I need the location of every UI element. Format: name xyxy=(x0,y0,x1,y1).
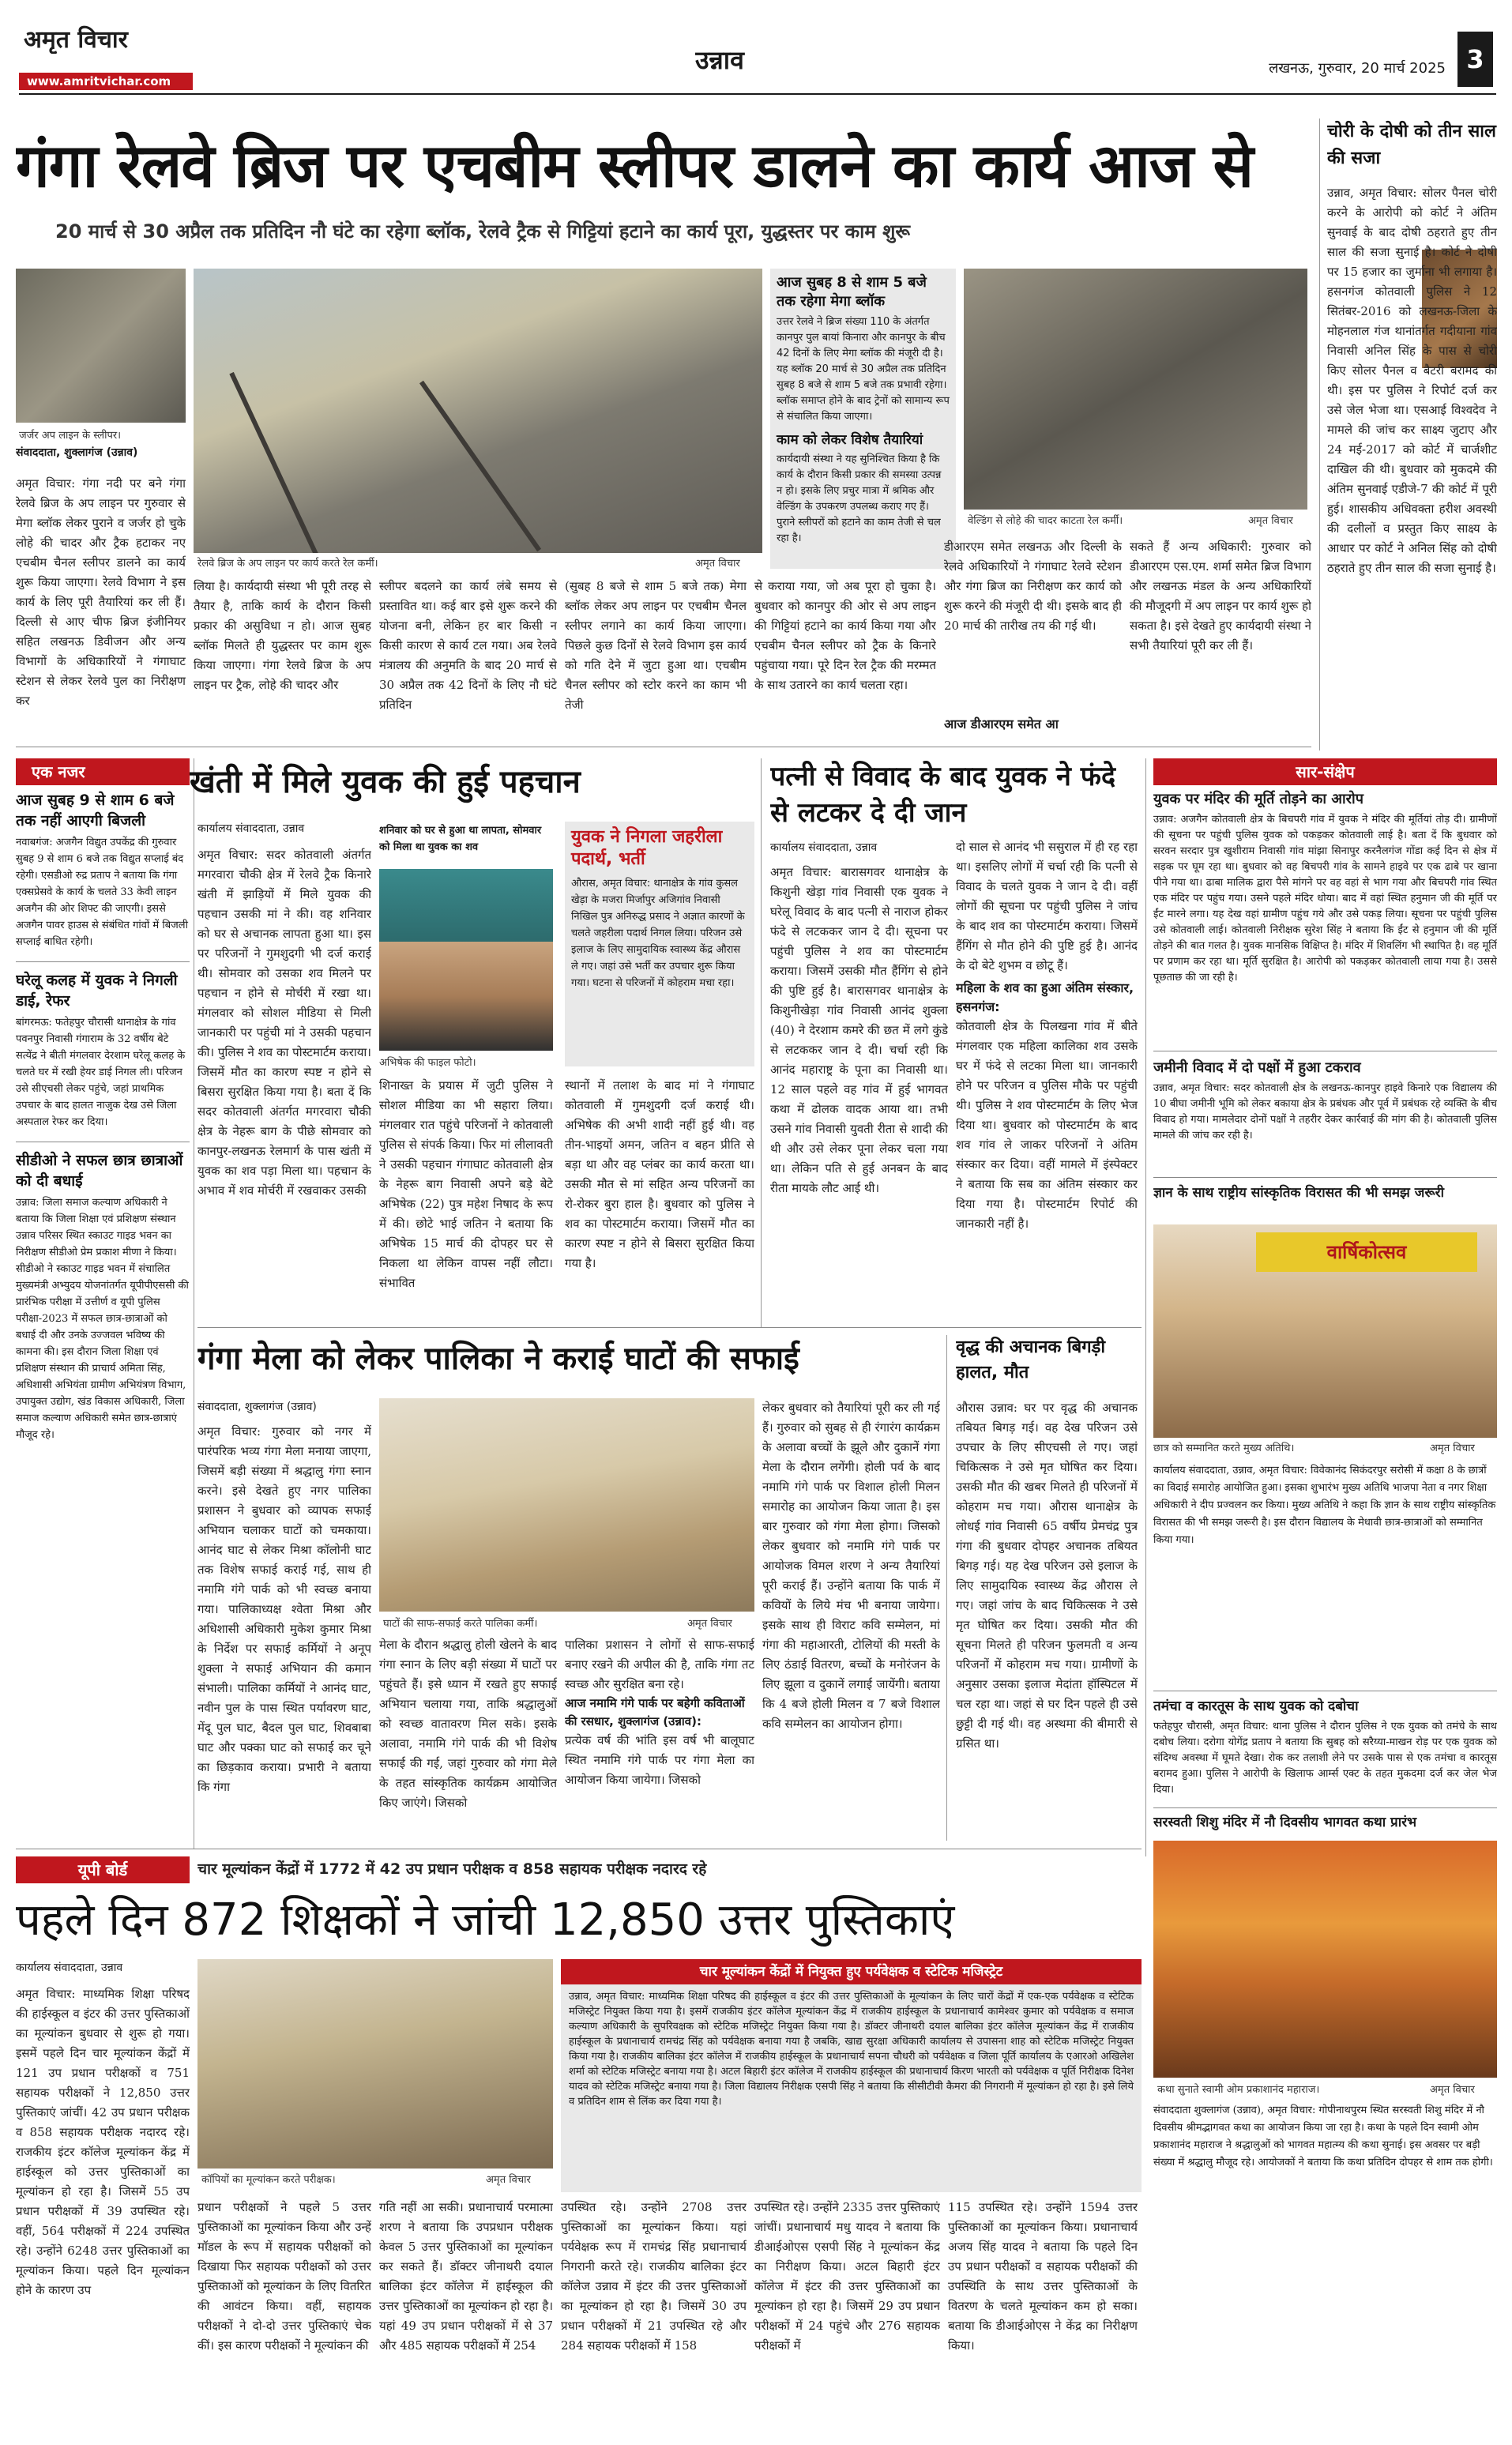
mid-rule xyxy=(197,1327,1142,1328)
varshikotsav-banner: वार्षिकोत्सव xyxy=(1256,1232,1477,1272)
website-bar[interactable] xyxy=(19,73,193,90)
side-top-text: उन्नाव, अमृत विचार: सोलर पैनल चोरी करने के आरोपी को कोर्ट ने अंतिम सुनवाई के बाद दोषी ठहराते हुए तीन साल की सजा सुनाई है। कोर्ट ने दोषी पर 15 हजार का जुर्माना भी लगाया है। हसनगंज कोतवाली पुलिस ने 12 सितंबर-2016 को लखनऊ-जिला के मोहनलाल गंज थानांतर्गत गदीयाना गांव निवासी अनिल सिंह के पास से चोरी किए सोलर पैनल व बैटरी बरामद की थी। इस पर पुलिस ने रिपोर्ट दर्ज कर उसे जेल भेजा था। एसआई विश्वदेव ने मामले की जांच कर साक्ष्य जुटाए और 24 मई-2017 को कोर्ट में चार्जशीट दाखिल की थी। बुधवार को मुकदमे की अंतिम सुनवाई एडीजे-7 की कोर्ट में पूरी हुई। शासकीय अधिवक्ता हरीश अवस्थी की दलीलों व प्रस्तुत किए साक्ष्य के आधार पर कोर्ट ने अनिल सिंह को दोषी ठहराते हुए तीन साल की सजा सुनाई है। xyxy=(1327,186,1497,575)
lead-byline: संवाददाता, शुक्लागंज (उन्नाव) xyxy=(16,446,138,459)
bridge-rail-right xyxy=(419,381,541,551)
ek-nazar-item-title: घरेलू कलह में युवक ने निगली डाई, रेफर xyxy=(16,972,178,1010)
lead-photo-sleepers xyxy=(16,269,186,423)
up-board-col-b1: प्रधान परीक्षकों ने पहले 5 उत्तर पुस्तिकाओं का मूल्यांकन किया और उन्हें मॉडल के रूप में सहायक परीक्षकों को दिखाया फिर सहायक परीक्षकों को उत्तर पुस्तिकाओं को मूल्यांकन के लिए वितरित की आवंटन किया। वहीं, सहायक परीक्षकों ने दो-दो उत्तर पुस्तिकाएं चेक कीं। इस कारण परीक्षकों ने मूल्यांकन की xyxy=(197,2200,371,2353)
ganga-photo-credit: अमृत विचार xyxy=(687,1618,732,1630)
ganga-mela-col1: अमृत विचार: गुरुवार को नगर में पारंपरिक भव्य गंगा मेला मनाया जाएगा, जिसमें बड़ी संख्या में श्रद्धालु गंगा स्नान करने। इसे देखते हुए नगर पालिका प्रशासन ने बुधवार को व्यापक सफाई अभियान चलाकर घाटों को चमकाया। आनंद घाट से लेकर मिश्रा कॉलोनी घाट तक विशेष सफाई कराई गई, साथ ही नमामि गंगे पार्क को भी स्वच्छ बनाया गया। पालिकाध्यक्ष श्वेता मिश्रा और अधिशासी अधिकारी मुकेश कुमार मिश्रा के निर्देश पर सफाई कर्मियों ने अनूप शुक्ला ने सफाई अभियान की कमान संभाली। पालिका कर्मियों ने आनंद घाट, नवीन पुल के पास स्थित पर्यावरण घाट, मेंदू पुल घाट, बैदल पुल घाट, शिवबाबा घाट और पक्का घाट को सफाई कर चूने का छिड़काव कराया। प्रभारी ने बताया कि गंगा xyxy=(197,1424,371,1794)
ek-nazar-item-title: सीडीओ ने सफल छात्र छात्राओं को दी बधाई xyxy=(16,1152,183,1190)
gyaan-photo-credit: अमृत विचार xyxy=(1430,1443,1475,1454)
sar-item-murti xyxy=(1153,790,1497,1027)
up-board-photo-caption: कॉपियों का मूल्यांकन करते परीक्षक। xyxy=(201,2174,336,2186)
ganga-mela-byline: संवाददाता, शुक्लागंज (उन्नाव) xyxy=(197,1401,317,1413)
section-name: उन्नाव xyxy=(695,45,744,74)
ganga-ghat-photo xyxy=(379,1398,754,1612)
infobox2-title: काम को लेकर विशेष तैयारियां xyxy=(777,432,923,448)
up-board-box-text: उन्नाव, अमृत विचार: माध्यमिक शिक्षा परिषद की हाईस्कूल व इंटर की उत्तर पुस्तिकाओं के मूल्यांकन के लिए चारों केंद्रों में एक-एक पर्यवेक्षक व स्टेटिक मजिस्ट्रेट नियुक्त किया गया है। इसमें राजकीय इंटर कॉलेज मूल्यांकन केंद्र में राजकीय हाईस्कूल के प्रधानाचार्य कामेश्वर कुमार को पर्यवेक्षक व समाज कल्याण अधिकारी के सुपरिवक्षक को स्टेटिक मजिस्ट्रेट नियुक्त किया गया है। डॉक्टर जीनाथरी दयाल बालिका इंटर कॉलेज मूल्यांकन केंद्र में राजकीय हाईस्कूल के प्रधानाचार्य रामचंद्र सिंह को पर्यवेक्षक बनाया गया है जबकि, खाद्य सुरक्षा अधिकारी कार्यालय से उपासना शाह को स्टेटिक मजिस्ट्रेट नियुक्त किया गया है। राजकीय बालिका इंटर कॉलेज में राजकीय हाईस्कूल के प्रधानाचार्य सपना चौधरी को पर्यवेक्षक व जिला पूर्ति कार्यालय के एआरओ अखिलेश शर्मा को स्टेटिक मजिस्ट्रेट बनाया गया है। अटल बिहारी इंटर कॉलेज में राजकीय हाईस्कूल की प्रधानाचार्य किरण भारती को पर्यवेक्षक व पूर्ति निरीक्षक दिनेश यादव को स्टेटिक मजिस्ट्रेट बनाया गया है। जिला विद्यालय निरीक्षक एसपी सिंह ने बताया कि सीसीटीवी कैमरा की निगरानी में मूल्यांकन हो रहा है। इसे लिये व प्रतिदिन शाम से लिंक कर दिया गया है। xyxy=(569,1991,1134,2108)
lead-photo2-credit: अमृत विचार xyxy=(695,558,740,570)
khanti-byline: कार्यालय संवाददाता, उन्नाव xyxy=(197,822,305,835)
masthead-logo xyxy=(24,22,134,54)
ganga-mela-col3b: प्रत्येक वर्ष की भांति इस वर्ष भी बालूघाट स्थित नमामि गंगे पार्क पर गंगा मेला का आयोजन किया जायेगा। जिसको xyxy=(565,1733,754,1787)
col-separator xyxy=(1145,758,1146,1856)
bhagwat-photo xyxy=(1153,1841,1497,2078)
up-board-box xyxy=(561,1959,1142,2192)
infobox2-text: कार्यदायी संस्था ने यह सुनिश्चित किया है कि कार्य के दौरान किसी प्रकार की समस्या उत्पन्न न हो। इसके लिए प्रचुर मात्रा में श्रमिक और वेल्डिंग के उपकरण उपलब्ध कराए गए हैं। पुराने स्लीपरों को हटाने का काम तेजी से चल रहा है। xyxy=(777,453,942,544)
vriddh-headline: वृद्ध की अचानक बिगड़ी हालत, मौत xyxy=(956,1337,1106,1382)
nigla-box xyxy=(565,822,754,1066)
patni-headline: पत्नी से विवाद के बाद युवक ने फंदे से लटकर दे दी जान xyxy=(770,761,1116,829)
col-separator xyxy=(1319,118,1320,750)
khanti-headline: खंती में मिले युवक की हुई पहचान xyxy=(190,764,581,800)
lead-body-col7: सकते हैं अन्य अधिकारी: गुरुवार को डीआरएम एस.एम. शर्मा समेत ब्रिज विभाग और लखनऊ मंडल के अन्य अधिकारियों की मौजूदगी में अप लाइन पर कार्य शुरू हो सकता है। इसे देखते हुए कार्यदायी संस्था ने सभी तैयारियां पूरी कर ली हैं। xyxy=(1130,540,1311,653)
lead-headline: गंगा रेलवे ब्रिज पर एचबीम स्लीपर डालने का कार्य आज से xyxy=(16,130,1253,201)
masthead xyxy=(0,0,1512,95)
lead-body-col5: से कराया गया, जो अब पूरा हो चुका है। बुधवार को कानपुर की ओर से अप लाइन की गिट्टियां हटाने का कार्य किया गया और एचबीम चैनल स्लीपर को ट्रैक के किनारे पहुंचाया गया। पूरे दिन रेल ट्रैक की मरम्मत के साथ उतारने का कार्य चलता रहा। xyxy=(754,579,936,692)
lead-photo3-caption: वेल्डिंग से लोहे की चादर काटता रेल कर्मी। xyxy=(968,515,1123,527)
sar-item-text: उन्नाव: अजगैन कोतवाली क्षेत्र के बिचपरी गांव में युवक ने मंदिर की मूर्तियां तोड़ दी। ग्रामीणों की सूचना पर पहुंची पुलिस युवक को पकड़कर कोतवाली लाई है। बता दें कि बुधवार को सरवन सरदार पुत्र खुशीराम निवासी गांव मांझा सिनापुर करनैलगंज गोंडा कई दिन से क्षेत्र में सड़क पर घूम रहा था। बुधवार को वह बिचपरी गांव के सामने हाइवे पर एक ढाबे पर खाना पीने गया था। ढाबा मालिक द्वारा पैसे मांगने पर वह वहां से भाग गया और बिचपरी गांव स्थित एक मंदिर पर पहुंच गया। उसने पहले मंदिर धोया। बाद में वहां स्थित हनुमान जी की मूर्ति पर ईंट मारने लगा। यह देख वहां ग्रामीण पहुंच गये और उसे पकड़ लिया। सूचना पर पहुंची पुलिस उसे कोतवाली लाई। कोतवाली निरीक्षक सुरेश सिंह ने बताया कि ईंट से हनुमान जी की मूर्ति तोड़ने की बात गलत है। युवक मानसिक विक्षिप्त है। मंदिर में शिवलिंग भी स्थापित है। वह मूर्ति पर प्रणाम कर रहा था। मूर्ति सुरक्षित है। आरोपी को पकड़कर कोतवाली लाया गया है। उससे पूछताछ की जा रही है। xyxy=(1153,814,1497,984)
sar-item-title: तमंचा व कारतूस के साथ युवक को दबोचा xyxy=(1153,1698,1359,1714)
ganga-mela-col4: लेकर बुधवार को तैयारियां पूरी कर ली गई हैं। गुरुवार को सुबह से ही रंगारंग कार्यक्रम के अलावा बच्चों के झूले और दुकानें गंगा मेला के दौरान लगेंगी। होली पर्व के बाद नमामि गंगे पार्क पर विशाल होली मिलन समारोह का आयोजन किया जाता है। इस बार गुरुवार को गंगा मेला होगा। जिसको लेकर बुधवार को नमामि गंगे पार्क पर आयोजक विमल शरण ने अन्य तैयारियां पूरी कराई हैं। उन्होंने बताया कि पार्क में कवियों के लिये मंच भी बनाया जायेगा। इसके साथ ही विराट कवि सम्मेलन, मां गंगा की महाआरती, टोलियों की मस्ती के लिए ठंडाई वितरण, बच्चों के मनोरंजन के लिए झूला व दुकानें लगाई जायेंगी। बताया कि 4 बजे होली मिलन व 7 बजे विशाल कवि सम्मेलन का आयोजन होगा। xyxy=(762,1401,940,1731)
lead-photo-bridge-workers xyxy=(194,269,762,553)
sar-item-tamancha xyxy=(1153,1697,1497,1807)
sar-item-gyaan-text: कार्यालय संवाददाता, उन्नाव, अमृत विचार: विवेकानंद सिकंदरपुर सरोसी में कक्षा 8 के छात्रों का विदाई समारोह आयोजित हुआ। इसका शुभारंभ मुख्य अतिथि भाजपा नेता व नगर शिक्षा अधिकारी ने दीप प्रज्वलन कर किया। मुख्य अतिथि ने कहा कि ज्ञान के साथ राष्ट्रीय सांस्कृतिक विरासत की भी समझ जरूरी है। इस दौरान विद्यालय के मेधावी छात्र-छात्राओं को सम्मानित किया गया। xyxy=(1153,1465,1496,1546)
ganga-photo-caption: घाटों की साफ-सफाई करते पालिका कर्मी। xyxy=(383,1618,538,1630)
lead-photo-welding xyxy=(964,269,1307,510)
lead-body-col6: डीआरएम समेत लखनऊ और दिल्ली के रेलवे अधिकारियों ने गंगाघाट रेलवे स्टेशन और गंगा ब्रिज का निरीक्षण कर कार्य को शुरू करने की मंजूरी दी थी। इसके बाद ही 20 मार्च की तारीख तय की गई थी। xyxy=(944,540,1122,633)
up-board-col-b3: उपस्थित रहे। उन्होंने 2708 उत्तर पुस्तिकाओं का मूल्यांकन किया। यहां पर्यवेक्षक रूप में रामचंद्र सिंह प्रधानाचार्य निगरानी करते रहे। राजकीय बालिका इंटर कॉलेज उन्नाव में इंटर की उत्तर पुस्तिकाओं का मूल्यांकन हो रहा है। जिसमें 30 उप प्रधान परीक्षकों में 21 उपस्थित रहे और 284 सहायक परीक्षकों में 158 xyxy=(561,2200,747,2353)
patni-subhead: महिला के शव का हुआ अंतिम संस्कार, हसनगंज: xyxy=(956,980,1134,1014)
up-board-col-b4: उपस्थित रहे। उन्होंने 2335 उत्तर पुस्तिकाएं जांचीं। प्रधानाचार्य मधु यादव ने बताया कि डीआईओएस एसपी सिंह ने मूल्यांकन केंद्र का निरीक्षण किया। अटल बिहारी इंटर कॉलेज में इंटर की उत्तर पुस्तिकाओं का मूल्यांकन हो रहा है। जिसमें 29 उप प्रधान परीक्षकों में 24 पहुंचे और 276 सहायक परीक्षकों में xyxy=(754,2200,940,2353)
sar-item-bhagwat-title: सरस्वती शिशु मंदिर में नौ दिवसीय भागवत कथा प्रारंभ xyxy=(1153,1815,1417,1830)
infobox-title: आज सुबह 8 से शाम 5 बजे तक रहेगा मेगा ब्लॉक xyxy=(777,274,927,310)
patni-col2b: कोतवाली क्षेत्र के पिलखना गांव में बीते मंगलवार एक महिला कालिका शव उसके घर में फंदे से लटका मिला था। जानकारी होने पर परिजन व पुलिस मौके पर पहुंची थी। पुलिस ने शव पोस्टमार्टम के लिए भेज दिया था। बुधवार को पोस्टमार्टम के बाद शव गांव ले जाकर परिजनों ने अंतिम संस्कार कर दिया। वहीं मामले में इंस्पेक्टर ने बताया कि सब का अंतिम संस्कार कर दिया गया है। पोस्टमार्टम रिपोर्ट की जानकारी नहीं है। xyxy=(956,1019,1138,1231)
lead-body-col1: अमृत विचार: गंगा नदी पर बने गंगा रेलवे ब्रिज के अप लाइन पर गुरुवार से मेगा ब्लॉक लेकर पुराने व जर्जर हो चुके लोहे की चादर और ट्रैक हटाकर नए एचबीम चैनल स्लीपर डालने का कार्य शुरू किया जाएगा। रेलवे विभाग ने इस कार्य के लिए पूरी तैयारियां कर ली हैं। दिल्ली से आए चीफ ब्रिज इंजीनियर सहित लखनऊ डिवीजन और अन्य विभागों के अधिकारियों ने गंगाघाट स्टेशन से लेकर रेलवे पुल का निरीक्षण कर xyxy=(16,476,186,708)
col-separator xyxy=(946,1335,947,1841)
patni-col1: अमृत विचार: बारासगवर थानाक्षेत्र के किशुनी खेड़ा गांव निवासी एक युवक ने घरेलू विवाद के बाद पत्नी से नाराज होकर फंदे से लटककर जान दे दी। सूचना पर पहुंची पुलिस ने शव का पोस्टमार्टम कराया। जिसमें उसकी मौत हैंगिंग से होने की पुष्टि हुई है। बारासगवर थानाक्षेत्र के किशुनीखेड़ा गांव निवासी आनंद शुक्ला (40) ने देरशाम कमरे की छत में लगे कुंडे से लटककर जान दे दी। चर्चा रही कि आनंद महाराष्ट्र के पूना का निवासी था। 12 साल पहले वह गांव में हुई भागवत कथा में ढोलक वादक आया था। तभी उसने गांव निवासी युवती रीता से शादी की थी और उसे लेकर पूना लेकर चला गया था। लेकिन पति से हुई अनबन के बाद रीता मायके लौट आई थी। xyxy=(770,865,948,1195)
sar-item-text: उन्नाव, अमृत विचार: सदर कोतवाली क्षेत्र के लखनऊ-कानपुर हाइवे किनारे एक विद्यालय की 10 बीघा जमीनी भूमि को लेकर बकाया क्षेत्र के प्रबंधक और पूर्व में प्रबंधक रहे व्यक्ति के बीच विवाद हो गया। मामलेदार दोनों पक्षों ने तहरीर देकर कार्रवाई की मांग की है। कोतवाली पुलिस मामले की जांच कर रही है। xyxy=(1153,1082,1497,1142)
nigla-box-title: युवक ने निगला जहरीला पदार्थ, भर्ती xyxy=(571,827,723,869)
sar-rule xyxy=(1153,1807,1497,1808)
vriddh-text: औरास उन्नाव: घर पर वृद्ध की अचानक तबियत बिगड़ गई। वह देख परिजन उसे उपचार के लिए सीएचसी ले गए। जहां चिकित्सक ने उसे मृत घोषित कर दिया। उसकी मौत की खबर मिलते ही परिजनों में कोहराम मच गया। औरास थानाक्षेत्र के लोधई गांव निवासी 65 वर्षीय प्रेमचंद्र पुत्र गंगा की बुधवार दोपहर अचानक तबियत बिगड़ गई। यह देख परिजन उसे इलाज के लिए सामुदायिक स्वास्थ्य केंद्र औरास ले गए। जहां जांच के बाद चिकित्सक ने उसे मृत घोषित कर दिया। उसकी मौत की सूचना मिलते ही परिजन फुलमती व अन्य परिजनों में कोहराम मच गया। ग्रामीणों के अनुसार उसका इलाज मेदांता हॉस्पिटल में चल रहा था। जहां से घर दिन पहले ही उसे छुट्टी दी गई थी। वह अस्थमा की बीमारी से ग्रसित था। xyxy=(956,1401,1138,1751)
gyaan-photo xyxy=(1153,1224,1497,1438)
lead-photo2-caption: रेलवे ब्रिज के अप लाइन पर कार्य करते रेल कर्मी। xyxy=(197,558,378,570)
up-board-col-b2: गति नहीं आ सकी। प्रधानाचार्य परमात्मा शरण ने बताया कि उपप्रधान परीक्षक केवल 5 उत्तर पुस्तिकाओं का मूल्यांकन कर सकते हैं। डॉक्टर जीनाथरी दयाल बालिका इंटर कॉलेज में हाईस्कूल की उत्तर पुस्तिकाओं का मूल्यांकन हो रहा है। यहां 49 उप प्रधान परीक्षकों में से 37 और 485 सहायक परीक्षकों में 254 xyxy=(379,2200,553,2353)
ganga-mela-col3: पालिका प्रशासन ने लोगों से साफ-सफाई बनाए रखने की अपील की है, ताकि गंगा तट स्वच्छ और सुरक्षित बना रहे। xyxy=(565,1638,754,1691)
up-board-photo xyxy=(197,1959,553,2169)
up-board-tag: यूपी बोर्ड xyxy=(16,1856,190,1883)
infobox-text: उत्तर रेलवे ने ब्रिज संख्या 110 के अंतर्गत कानपुर पुल बायां किनारा और कानपुर के बीच 42 दिनों के लिए मेगा ब्लॉक की मंजूरी दी है। यह ब्लॉक 20 मार्च से 30 अप्रैल तक प्रतिदिन सुबह 8 बजे से शाम 5 बजे तक प्रभावी रहेगा। ब्लॉक समाप्त होने के बाद ट्रेनों को सामान्य रूप से संचालित किया जाएगा। xyxy=(777,316,950,423)
dateline: लखनऊ, गुरुवार, 20 मार्च 2025 xyxy=(1269,60,1446,77)
ek-nazar-item-title: आज सुबह 9 से शाम 6 बजे तक नहीं आएगी बिजली xyxy=(16,792,175,829)
up-board-kicker: चार मूल्यांकन केंद्रों में 1772 में 42 उप प्रधान परीक्षक व 858 सहायक परीक्षक नदारद रहे xyxy=(197,1860,707,1878)
lead-infobox xyxy=(770,269,956,569)
lead-photo3-credit: अमृत विचार xyxy=(1248,515,1293,527)
lead-body-col4: (सुबह 8 बजे से शाम 5 बजे तक) मेगा ब्लॉक लेकर अप लाइन पर एचबीम चैनल स्लीपर लगाने का कार्य किया जाएगा। पिछले कुछ दिनों से रेलवे विभाग इस कार्य को गति देने में जुटा हुआ था। एचबीम चैनल स्लीपर को स्टोर करने का काम भी तेजी xyxy=(565,579,747,712)
gyaan-photo-caption: छात्र को सम्मानित करते मुख्य अतिथि। xyxy=(1153,1443,1295,1454)
sar-item-title: युवक पर मंदिर की मूर्ति तोड़ने का आरोप xyxy=(1153,791,1363,807)
sar-item-title: जमीनी विवाद में दो पक्षों में हुआ टकराव xyxy=(1153,1059,1361,1076)
lead-subheadline: 20 मार्च से 30 अप्रैल तक प्रतिदिन नौ घंटे का रहेगा ब्लॉक, रेलवे ट्रैक से गिट्टियां हटाने का कार्य पूरा, युद्धस्तर पर काम शुरू xyxy=(55,220,911,243)
ganga-mela-col2: मेला के दौरान श्रद्धालु होली खेलने के बाद गंगा स्नान के लिए बड़ी संख्या में घाटों पर पहुंचते हैं। इसे ध्यान में रखते हुए सफाई अभियान चलाया गया, ताकि श्रद्धालुओं को स्वच्छ वातावरण मिल सके। इसके अलावा, नमामि गंगे पार्क की भी विशेष सफाई की गई, जहां गुरुवार को गंगा मेले के तहत सांस्कृतिक कार्यक्रम आयोजित किए जाएंगे। जिसको xyxy=(379,1638,557,1810)
patni-col2: दो साल से आनंद भी ससुराल में ही रह रहा था। इसलिए लोगों में चर्चा रही कि पत्नी से विवाद के चलते युवक ने जान दे दी। वहीं लोगों की सूचना पर पहुंची पुलिस ने जांच के बाद शव का पोस्टमार्टम कराया। जिसमें हैंगिंग से मौत होने की पुष्टि हुई है। आनंद के दो बेटे शुभम व छोटू हैं। xyxy=(956,840,1138,972)
sar-item-text: फतेहपुर चौरासी, अमृत विचार: थाना पुलिस ने दौरान पुलिस ने एक युवक को तमंचे के साथ दबोच लिया। दरोगा योगेंद्र प्रताप ने बताया कि सुबह को सरैय्या-माखन रोड़ पर एक युवक को संदिग्ध अवस्था में घूमते देखा। रोक कर तलाशी लेने पर उसके पास से एक तमंचा व कारतूस बरामद हुआ। पुलिस ने आरोपी के खिलाफ आर्म्स एक्ट के तहत मुकदमा दर्ज कर जेल भेज दिया। xyxy=(1153,1721,1497,1796)
up-board-col-left: अमृत विचार: माध्यमिक शिक्षा परिषद की हाईस्कूल व इंटर की उत्तर पुस्तिकाओं का मूल्यांकन बुधवार से शुरू हो गया। इसमें पहले दिन चार मूल्यांकन केंद्रों में 121 उप प्रधान परीक्षकों व 751 सहायक परीक्षकों ने 12,850 उत्तर पुस्तिकाएं जांचीं। 42 उप प्रधान परीक्षक व 858 सहायक परीक्षक नदारद रहे। राजकीय इंटर कॉलेज मूल्यांकन केंद्र में हाईस्कूल को उत्तर पुस्तिकाओं का मूल्यांकन हो रहा है। जिसमें 55 उप प्रधान परीक्षकों में 39 उपस्थित रहे। वहीं, 564 परीक्षकों में 224 उपस्थित रहे। उन्होंने 6248 उत्तर पुस्तिकाओं का मूल्यांकन किया। पहले दिन मूल्यांकन होने के कारण उप xyxy=(16,1987,190,2297)
col-separator xyxy=(761,758,762,1327)
ek-nazar-item xyxy=(16,790,190,950)
ganga-mela-col3-wrap xyxy=(565,1635,754,1841)
lead-body-col3: स्लीपर बदलने का कार्य लंबे समय से प्रस्तावित था। कई बार इसे शुरू करने की योजना बनी, लेकिन हर बार किसी न किसी कारण से कार्य टल गया। अब रेलवे मंत्रालय की अनुमति के बाद 20 मार्च से 30 अप्रैल तक 42 दिनों के लिए नौ घंटे प्रतिदिन xyxy=(379,579,557,712)
khanti-col1: अमृत विचार: सदर कोतवाली अंतर्गत मगरवारा चौकी क्षेत्र में रेलवे ट्रैक किनारे खंती में झाड़ियों में मिले युवक की पहचान उसकी मां ने की। वह शनिवार को घर से अचानक लापता हुआ था। इस पर परिजनों ने गुमशुदगी भी दर्ज कराई थी। सोमवार को उसका शव मिलने पर पहचान न होने से मोर्चरी में रखा था। मंगलवार को सोशल मीडिया से मिली जानकारी पर पहुंची मां ने उसकी पहचान की। पुलिस ने शव का पोस्टमार्टम कराया। जिसमें मौत का कारण स्पष्ट न होने से बिसरा सुरक्षित किया गया है। बता दें कि सदर कोतवाली अंतर्गत मगरवारा चौकी क्षेत्र के नेहरू बाग के पीछे सोमवार को कानपुर-लखनऊ रेलमार्ग के पास खंती में युवक का शव पड़ा मिला था। पहचान के अभाव में शव मोर्चरी में रखवाकर उसकी xyxy=(197,848,371,1198)
khanti-person-photo xyxy=(379,869,553,1051)
up-board-photo-credit: अमृत विचार xyxy=(486,2174,531,2186)
website-url[interactable]: www.amritvichar.com xyxy=(27,74,171,88)
ek-nazar-tag: एक नजर xyxy=(16,758,190,785)
bridge-rail-left xyxy=(229,372,320,553)
bhagwat-photo-caption: कथा सुनाते स्वामी ओम प्रकाशानंद महाराज। xyxy=(1157,2084,1320,2096)
bhagwat-photo-credit: अमृत विचार xyxy=(1430,2084,1475,2096)
khanti-col3: स्थानों में तलाश के बाद मां ने गंगाघाट कोतवाली में गुमशुदगी दर्ज कराई थी। अभिषेक की अभी शादी नहीं हुई थी। वह तीन-भाइयों अमन, जतिन व बहन प्रीति से बड़ा था और वह प्लंबर का कार्य करता था। उसकी मौत से मां सहित अन्य परिजनों का रो-रोकर बुरा हाल है। बुधवार को पुलिस ने शव का पोस्टमार्टम कराया। जिसमें मौत का कारण स्पष्ट न होने से बिसरा सुरक्षित किया गया है। xyxy=(565,1078,754,1270)
sar-item-bhagwat-text: संवाददाता शुक्लागंज (उन्नाव), अमृत विचार: गोपीनाथपुरम स्थित सरस्वती शिशु मंदिर में नौ दिवसीय श्रीमद्भागवत कथा का आयोजन किया जा रहा है। कथा के पहले दिन स्वामी ओम प्रकाशानंद महाराज ने श्रद्धालुओं को भागवत महात्म्य की कथा सुनाई। इस अवसर पर बड़ी संख्या में श्रद्धालु मौजूद रहे। आयोजकों ने बताया कि कथा प्रतिदिन दोपहर से शाम तक होगी। xyxy=(1153,2105,1493,2169)
sar-item-gyaan-title: ज्ञान के साथ राष्ट्रीय सांस्कृतिक विरासत की भी समझ जरूरी xyxy=(1153,1185,1444,1201)
up-board-box-title: चार मूल्यांकन केंद्रों में नियुक्त हुए पर्यवेक्षक व स्टेटिक मजिस्ट्रेट xyxy=(561,1959,1142,1984)
ganga-mela-headline: गंगा मेला को लेकर पालिका ने कराई घाटों की सफाई xyxy=(197,1341,799,1377)
sar-rule xyxy=(1153,1177,1497,1178)
ek-nazar-item xyxy=(16,1142,190,1443)
khanti-photo-caption: अभिषेक की फाइल फोटो। xyxy=(379,1057,476,1069)
sar-item-jameen xyxy=(1153,1059,1497,1177)
ek-nazar-item xyxy=(16,961,190,1130)
ek-nazar-item-text: नवाबगंज: अजगैन विद्युत उपकेंद्र की गुरुवार सुबह 9 से शाम 6 बजे तक विद्युत सप्लाई बंद रहेगी। एसडीओ रुद्र प्रताप ने बताया कि गंगा एक्सप्रेसवे के कार्य के चलते 33 केवी लाइन अजगैन की ओर शिफ्ट की जाएगी। इससे अजगैन पावर हाउस से संबंधित गांवों में बिजली सप्लाई बाधित रहेगी। xyxy=(16,837,188,948)
up-board-col-b5: 115 उपस्थित रहे। उन्होंने 1594 उत्तर पुस्तिकाओं का मूल्यांकन किया। प्रधानाचार्य अजय सिंह यादव ने बताया कि पहले दिन उप प्रधान परीक्षकों व सहायक परीक्षकों की उपस्थिति के साथ उत्तर पुस्तिकाओं के वितरण के चलते मूल्यांकन कम हो सका। बताया कि डीआईओएस ने केंद्र का निरीक्षण किया। xyxy=(948,2200,1138,2353)
up-board-headline: पहले दिन 872 शिक्षकों ने जांची 12,850 उत्तर पुस्तिकाएं xyxy=(16,1894,955,1946)
ek-nazar-item-text: बांगरमऊ: फतेहपुर चौरासी थानाक्षेत्र के गांव पवनपुर निवासी गंगाराम के 32 वर्षीय बेटे सत्येंद्र ने बीती मंगलवार देरशाम घरेलू कलह के चलते घर में रखी हेयर डाई निगल ली। परिजन उसे सीएचसी लेकर पहुंचे, जहां प्राथमिक उपचार के बाद हालत नाजुक देख उसे जिला अस्पताल रेफर कर दिया। xyxy=(16,1017,186,1128)
lead-body-col6-tail: आज डीआरएम समेत आ xyxy=(944,717,1059,732)
logo-text: अमृत विचार xyxy=(24,26,128,54)
masthead-rule xyxy=(19,93,1496,95)
side-top-headline: चोरी के दोषी को तीन साल की सजा xyxy=(1327,122,1496,168)
up-board-byline: कार्यालय संवाददाता, उन्नाव xyxy=(16,1962,123,1974)
khanti-col2: शिनाख्त के प्रयास में जुटी पुलिस ने सोशल मीडिया का भी सहारा लिया। मंगलवार रात पहुंचे परिजनों ने कोतवाली पुलिस से संपर्क किया। फिर मां लीलावती ने उसकी पहचान गंगाघाट कोतवाली क्षेत्र के नेहरू बाग निवासी अपने बड़े बेटे अभिषेक (22) पुत्र महेश निषाद के रूप में की। छोटे भाई जतिन ने बताया कि अभिषेक 15 मार्च की दोपहर घर से निकला था लेकिन वापस नहीं लौटा। संभावित xyxy=(379,1078,553,1290)
sar-sankshep-tag: सार-संक्षेप xyxy=(1153,758,1497,785)
patni-byline: कार्यालय संवाददाता, उन्नाव xyxy=(770,841,878,854)
lead-photo1-caption: जर्जर अप लाइन के स्लीपर। xyxy=(19,430,122,442)
ek-nazar-item-text: उन्नाव: जिला समाज कल्याण अधिकारी ने बताया कि जिला शिक्षा एवं प्रशिक्षण संस्थान उन्नाव परिसर स्थित स्काउट गाइड भवन का निरीक्षण सीडीओ प्रेम प्रकाश मीणा ने किया। सीडीओ ने स्काउट गाइड भवन में संचालित मुख्यमंत्री अभ्युदय योजनांतर्गत यूपीपीएससी की प्रारंभिक परीक्षा में उत्तीर्ण व यूपी पुलिस परीक्षा-2023 में सफल छात्र-छात्राओं को बधाई दी और उनके उज्जवल भविष्य की कामना की। इस दौरान जिला शिक्षा एवं प्रशिक्षण संस्थान की प्राचार्य अमिता सिंह, अधिशासी अभियंता ग्रामीण अभियंत्रण विभाग, उपायुक्त उद्योग, खंड विकास अधिकारी, जिला समाज कल्याण अधिकारी समेत छात्र-छात्राएं मौजूद रहे। xyxy=(16,1197,189,1441)
nigla-box-text: औरास, अमृत विचार: थानाक्षेत्र के गांव कुसल खेड़ा के मजरा मिर्जापुर अजिगांव निवासी निखिल पुत्र अनिरुद्ध प्रसाद ने अज्ञात कारणों के चलते जहरीला पदार्थ निगल लिया। परिजन उसे इलाज के लिए सामुदायिक स्वास्थ्य केंद्र औरास ले गए। जहां उसे भर्ती कर उपचार शुरू किया गया। घटना से परिजनों में कोहराम मचा रहा। xyxy=(571,878,745,989)
patni-col2-wrap xyxy=(956,837,1138,1321)
khanti-photo-note: शनिवार को घर से हुआ था लापता, सोमवार को मिला था युवक का शव xyxy=(379,825,542,853)
ganga-mela-sub2: आज नमामि गंगे पार्क पर बहेगी कविताओं की रसधार, शुक्लागंज (उन्नाव): xyxy=(565,1696,745,1728)
page-number-badge: 3 xyxy=(1457,32,1493,87)
lead-body-col2: लिया है। कार्यदायी संस्था भी पूरी तरह से तैयार है, ताकि कार्य के दौरान किसी प्रकार की असुविधा न हो। आज सुबह ब्लॉक मिलते ही युद्धस्तर पर काम शुरू किया जाएगा। गंगा रेलवे ब्रिज के अप लाइन पर ट्रैक, लोहे की चादर और xyxy=(194,579,371,692)
ek-nazar-list xyxy=(16,790,190,1841)
